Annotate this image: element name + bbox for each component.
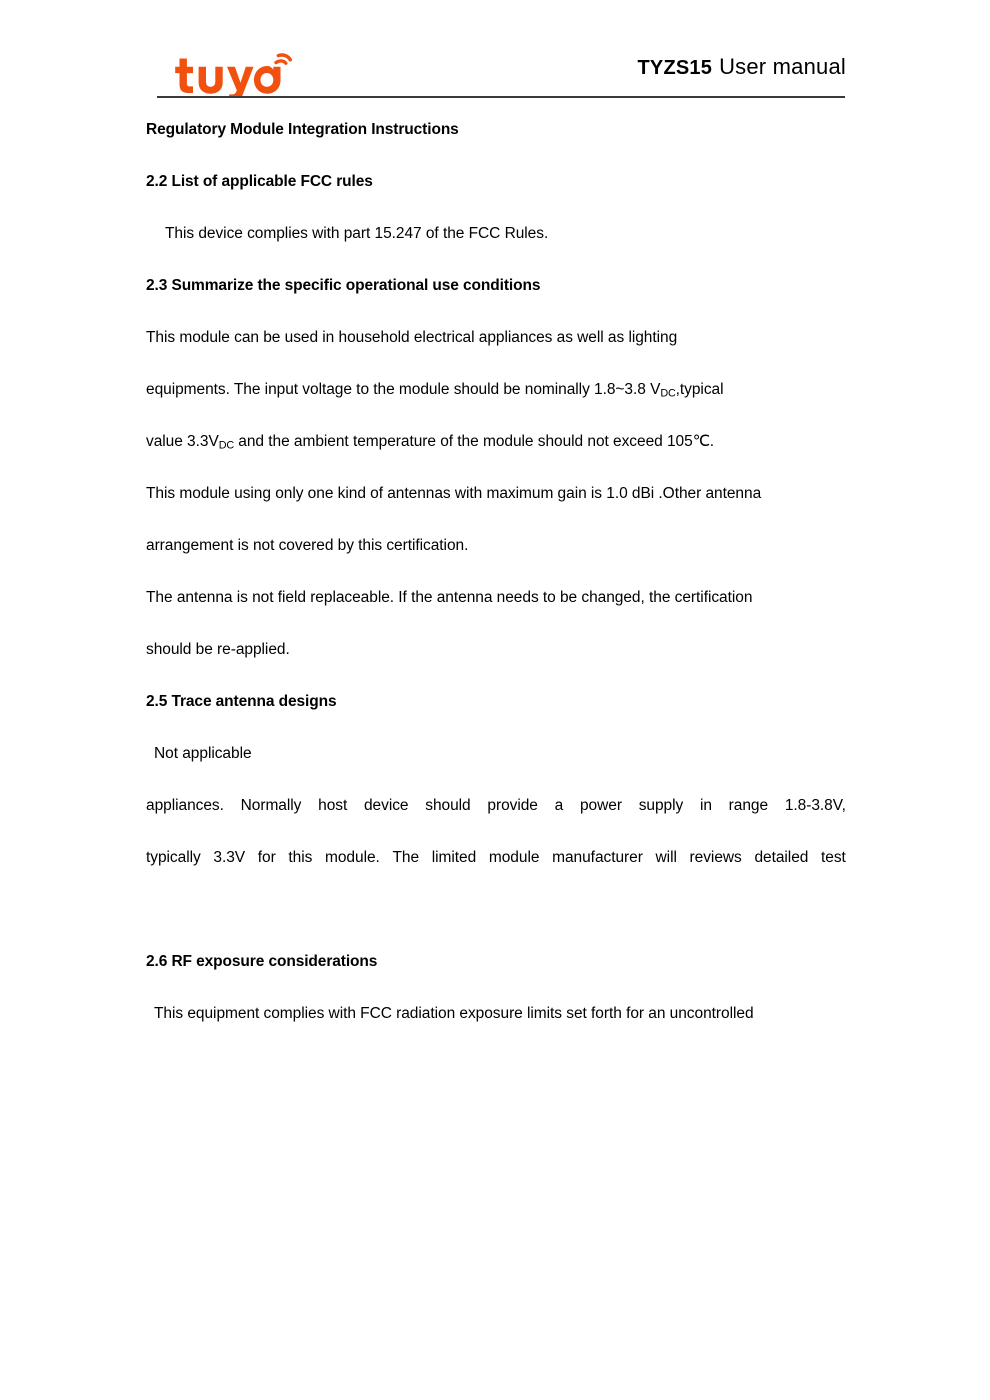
degree-celsius-symbol: ℃ [692,433,710,450]
justified-word: Normally [240,797,302,814]
justified-word: device [363,797,409,814]
para-2-5-line-1: This equipment complies with FCC radiation exposure limits set forth for an uncontrolled [154,1005,754,1022]
justified-word: 3.3V [213,849,246,866]
para-2-3-line-6: The antenna is not field replaceable. If the antenna needs to be changed, the certification [146,589,753,606]
justified-word: limited [431,849,477,866]
para-2-2-line-1: This device complies with part 15.247 of the FCC Rules. [165,225,549,242]
para-2-3-line-5: arrangement is not covered by this certification. [146,537,469,554]
model-name: TYZS15 [637,57,713,79]
justified-word: for [257,849,276,866]
para-2-4-line-3 [146,849,846,868]
justified-word: module [488,849,540,866]
justified-word: manufacturer [552,849,643,866]
para-2-3-line-7: should be re-applied. [146,641,290,658]
doc-title: Regulatory Module Integration Instructions [146,121,459,138]
manual-label: User manual [719,54,846,79]
justified-word: in [699,797,712,814]
justified-word: test [821,849,846,866]
para-2-3-line-2-pre: equipments. The input voltage to the module should be nominally 1.8~3.8 V [146,381,661,398]
para-2-3-line-3 [146,433,714,452]
para-2-3-line-2 [146,381,723,400]
subscript-dc: DC [660,387,676,400]
justified-word: this [288,849,313,866]
heading-2-5: 2.6 RF exposure considerations [146,953,378,970]
para-2-3-line-3-pre: value 3.3V [146,433,219,450]
header-title [638,56,846,78]
justified-word: supply [638,797,684,814]
justified-word: should [425,797,471,814]
para-2-3-line-3-post: . [709,433,715,450]
justified-word: module. [325,849,380,866]
justified-word: appliances. [146,797,224,814]
para-2-4-line-1: Not applicable [154,745,252,762]
heading-2-3: 2.3 Summarize the specific operational use conditions [146,277,541,294]
justified-word: a [554,797,564,814]
para-2-3-line-1: This module can be used in household electrical appliances as well as lighting [146,329,678,346]
justified-word: range [728,797,769,814]
para-2-3-line-4: This module using only one kind of antennas with maximum gain is 1.0 dBi .Other antenna [146,485,762,502]
justified-word: 1.8-3.8V, [784,797,846,814]
subscript-dc: DC [218,439,235,452]
para-2-3-line-2-post: ,typical [675,381,724,398]
tuya-logo [172,50,292,98]
heading-2-4: 2.5 Trace antenna designs [146,693,337,710]
justified-word: will [655,849,677,866]
justified-word: reviews [689,849,742,866]
para-2-4-line-2 [146,797,846,816]
justified-word: typically [146,849,201,866]
justified-word: provide [487,797,538,814]
para-2-3-line-3-mid: and the ambient temperature of the module should not exceed 105 [234,433,693,450]
page-header [150,42,850,104]
justified-word: The [392,849,420,866]
heading-2-2: 2.2 List of applicable FCC rules [146,173,373,190]
justified-word: host [318,797,348,814]
justified-word: power [579,797,622,814]
justified-word: detailed [754,849,809,866]
header-divider [157,96,845,98]
